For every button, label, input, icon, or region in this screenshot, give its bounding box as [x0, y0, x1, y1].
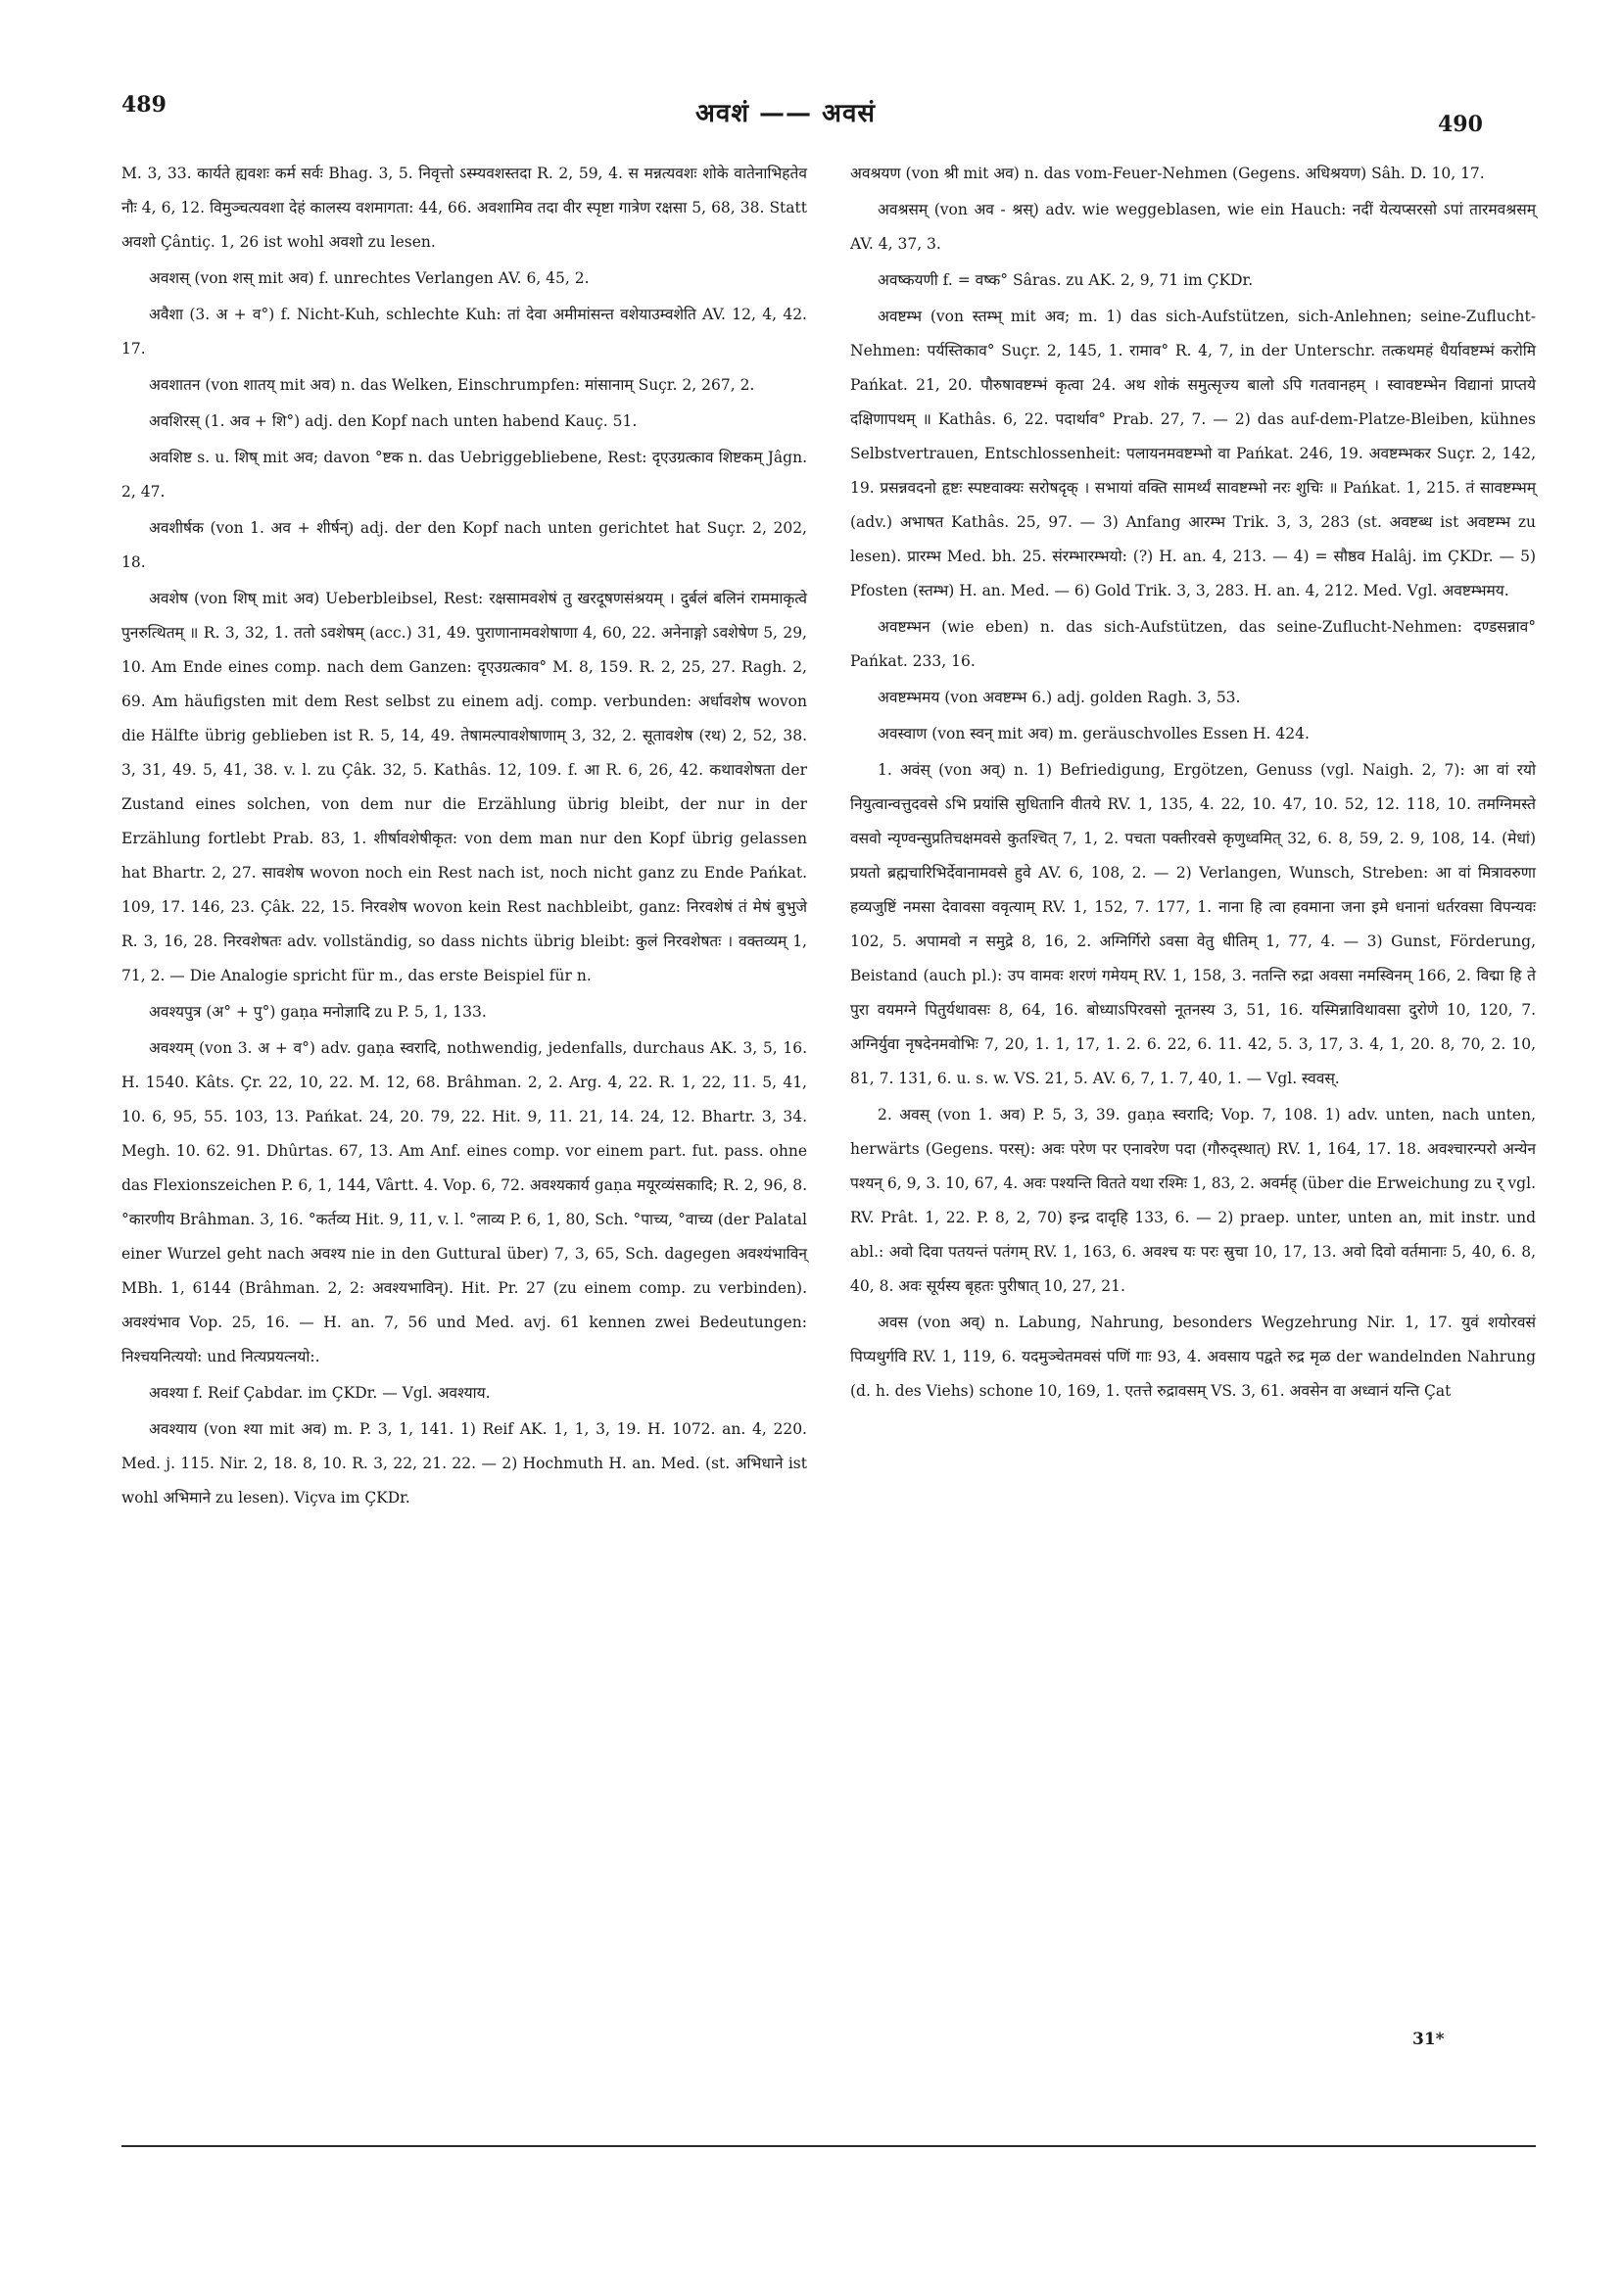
- dictionary-entry: अवश्यम् (von 3. अ + व°) adv. gaṇa स्वरादि, nothwendig, jedenfalls, durchaus AK. 3, 5, 16. H. 1540. Kâts. Çr. 22, 10, 22. M. 12, 68. Brâhman. 2, 2. Arg. 4, 22. R. 1, 22, 11. 5, 41, 10. 6, 95, 55. 103, 13. Pańkat. 24, 20. 79, 22. Hit. 9, 11. 21, 14. 24, 12. Bhartr. 3, 34. Megh. 10. 62. 91. Dhûrtas. 67, 13. Am Anf. eines comp. vor einem part. fut. pass. ohne das Flexionszeichen P. 6, 1, 144, Vârtt. 4. Vop. 6, 72. अवश्यकार्य gaṇa मयूरव्यंसकादि; R. 2, 96, 8. °कारणीय Brâhman. 3, 16. °कर्तव्य Hit. 9, 11, v. l. °लाव्य P. 6, 1, 80, Sch. °पाच्य, °वाच्य (der Palatal einer Wurzel geht nach अवश्य nie in den Guttural über) 7, 3, 65, Sch. dagegen अवश्यंभाविन् MBh. 1, 6144 (Brâhman. 2, 2: अवश्यभाविन्). Hit. Pr. 27 (zu einem comp. zu verbinden). अवश्यंभाव Vop. 25, 16. — H. an. 7, 56 und Med. avj. 61 kennen zwei Bedeutungen: निश्चयनित्ययो: und नित्यप्रयत्नयो:.: [121, 1039, 807, 1365]
- dictionary-entry: अवष्टम्भमय (von अवष्टम्भ 6.) adj. golden Ragh. 3, 53.: [878, 689, 1241, 706]
- dictionary-entry: अवश्यपुत्र (अ° + पु°) gaṇa मनोज्ञादि zu P. 5, 1, 133.: [149, 1003, 487, 1021]
- right-column: [850, 157, 1536, 1411]
- dictionary-entry: अवशेष (von शिष् mit अव) Ueberbleibsel, Rest: रक्षसामवशेषं तु खरदूषणसंश्रयम् । दुर्बलं बलिनं राममाकृत्वे पुनरुत्थितम् ॥ R. 3, 32, 1. ततो ऽवशेषम् (acc.) 31, 49. पुराणानामवशेषाणा 4, 60, 22. अनेनाङ्गो ऽवशेषेण 5, 29, 10. Am Ende eines comp. nach dem Ganzen: दृएउग्रत्काव° M. 8, 159. R. 2, 25, 27. Ragh. 2, 69. Am häufigsten mit dem Rest selbst zu einem adj. comp. verbunden: अर्धावशेष wovon die Hälfte übrig geblieben ist R. 5, 14, 49. तेषामल्पावशेषाणाम् 3, 32, 2. सूतावशेष (रथ) 2, 52, 38. 3, 31, 49. 5, 41, 38. v. l. zu Çâk. 32, 5. Kathâs. 12, 109. f. आ R. 6, 26, 42. कथावशेषता der Zustand eines solchen, von dem nur die Erzählung übrig bleibt, der nur in der Erzählung fortlebt Prab. 83, 1. शीर्षावशेषीकृत: von dem man nur den Kopf übrig gelassen hat Bhartr. 2, 27. सावशेष wovon noch ein Rest nach ist, noch nicht ganz zu Ende Pańkat. 109, 17. 146, 23. Çâk. 22, 15. निरवशेष wovon kein Rest nachbleibt, ganz: निरवशेषं तं मेषं बुभुजे R. 3, 16, 28. निरवशेषतः adv. vollständig, so dass nichts übrig bleibt: कुलं निरवशेषतः । वक्तव्यम् 1, 71, 2. — Die Analogie spricht für m., das erste Beispiel für n.: [121, 590, 807, 984]
- dictionary-entry: अवष्टम्भ (von स्तम्भ् mit अव; m. 1) das sich-Aufstützen, sich-Anlehnen; seine-Zuflucht-Nehmen: पर्यस्तिकाव° Suçr. 2, 145, 1. रामाव° R. 4, 7, in der Unterschr. तत्कथमहं धैर्यावष्टम्भं करोमि Pańkat. 21, 20. पौरुषावष्टम्भं कृत्वा 24. अथ शोकं समुत्सृज्य बालो ऽपि गतवानहम् । स्वावष्टम्भेन विद्यानां प्राप्तये दक्षिणापथम् ॥ Kathâs. 6, 22. पदार्थाव° Prab. 27, 7. — 2) das auf-dem-Platze-Bleiben, kühnes Selbstvertrauen, Entschlossenheit: पलायनमवष्टम्भो वा Pańkat. 246, 19. अवष्टम्भकर Suçr. 2, 142, 19. प्रसन्नवदनो हृष्टः स्पष्टवाक्यः सरोषदृक् । सभायां वक्ति सामर्थ्यं सावष्टम्भो नरः शुचिः ॥ Pańkat. 1, 215. तं सावष्टम्भम् (adv.) अभाषत Kathâs. 25, 97. — 3) Anfang आरम्भ Trik. 3, 3, 283 (st. अवष्टब्ध ist अवष्टम्भ zu lesen). प्रारम्भ Med. bh. 25. संरम्भारम्भयो: (?) H. an. 4, 213. — 4) = सौष्ठव Halâj. im ÇKDr. — 5) Pfosten (स्तम्भ) H. an. Med. — 6) Gold Trik. 3, 3, 283. H. an. 4, 212. Med. Vgl. अवष्टम्भमय.: [850, 308, 1536, 599]
- dictionary-entry: 1. अवंस् (von अव्) n. 1) Befriedigung, Ergötzen, Genuss (vgl. Naigh. 2, 7): आ वां रयो नियुत्वान्वत्तुदवसे ऽभि प्रयांसि सुधितानि वीतये RV. 1, 135, 4. 22, 10. 47, 10. 52, 12. 118, 10. तमग्निमस्ते वसवो न्यृण्वन्सुप्रतिचक्षमवसे कुतश्चित् 7, 1, 2. पचता पक्तीरवसे कृणुध्वमित् 32, 6. 8, 59, 2. 9, 108, 14. (मेधां) प्रयतो ब्रह्मचारिभिर्देवानामवसे हुवे AV. 6, 108, 2. — 2) Verlangen, Wunsch, Streben: आ वां मित्रावरुणा हव्यजुष्टिं नमसा देवावसा ववृत्याम् RV. 1, 152, 7. 177, 1. नाना हि त्वा हवमाना जना इमे धनानां धर्तरवसा विपन्यवः 102, 5. अपामवो न समुद्रे 8, 16, 2. अग्निर्गिरो ऽवसा वेतु धीतिम् 1, 77, 4. — 3) Gunst, Förderung, Beistand (auch pl.): उप वामवः शरणं गमेयम् RV. 1, 158, 3. नतन्ति रुद्रा अवसा नमस्विनम् 166, 2. विद्मा हि ते पुरा वयमग्ने पितुर्यथावसः 8, 64, 16. बोध्याऽपिरवसो नूतनस्य 3, 51, 16. यस्मिन्नाविथावसा दुरोणे 10, 120, 7. अग्निर्युवा नृषदेनमवोभिः 7, 20, 1. 1, 17, 1. 2. 6. 22, 6. 11. 42, 5. 3, 17, 3. 4, 1, 20. 8, 70, 2. 10, 81, 7. 131, 6. u. s. w. VS. 21, 5. AV. 6, 7, 1. 7, 40, 1. — Vgl. स्ववस्.: [850, 761, 1536, 1087]
- dictionary-entry: अवष्कयणी f. = वष्क° Sâras. zu AK. 2, 9, 71 im ÇKDr.: [878, 271, 1254, 289]
- dictionary-entry: अवैशा (3. अ + व°) f. Nicht-Kuh, schlechte Kuh: तां देवा अमीमांसन्त वशेयाउम्वशेति AV. 12, 4, 42. 17.: [121, 306, 807, 358]
- dictionary-entry: अवशातन (von शातय् mit अव) n. das Welken, Einschrumpfen: मांसानाम् Suçr. 2, 267, 2.: [149, 376, 755, 394]
- page-header: [0, 88, 1622, 147]
- dictionary-entry: अवश्रसम् (von अव - श्रस्) adv. wie weggeblasen, wie ein Hauch: नदीं येत्यप्सरसो ऽपां तारमवश्रसम् AV. 4, 37, 3.: [850, 201, 1536, 253]
- dictionary-entry: 2. अवस् (von 1. अव) P. 5, 3, 39. gaṇa स्वरादि; Vop. 7, 108. 1) adv. unten, nach unten, herwärts (Gegens. परस्): अवः परेण पर एनावरेण पदा (गौरुद्स्थात्) RV. 1, 164, 17. 18. अवश्चारन्परो अन्येन पश्यन् 6, 9, 3. 10, 67, 4. अवः पश्यन्ति वितते यथा रश्मिः 1, 83, 2. अवर्मह् (über die Erweichung zu र् vgl. RV. Prât. 1, 22. P. 8, 2, 70) इन्द्र दादृहि 133, 6. — 2) praep. unter, unten an, mit instr. und abl.: अवो दिवा पतयन्तं पतंगम् RV. 1, 163, 6. अवश्च यः परः स्रुचा 10, 17, 13. अवो दिवो वर्तमानाः 5, 40, 6. 8, 40, 8. अवः सूर्यस्य बृहतः पुरीषात् 10, 27, 21.: [850, 1106, 1536, 1295]
- running-headword: अवशं —— अवसं: [695, 99, 876, 128]
- signature-mark: 31*: [1412, 2030, 1445, 2049]
- dictionary-entry: अवस्वाण (von स्वन् mit अव) m. geräuschvolles Essen H. 424.: [878, 725, 1310, 742]
- dictionary-entry: अवशिरस् (1. अव + शि°) adj. den Kopf nach unten habend Kauç. 51.: [149, 412, 638, 430]
- page-number-right: 490: [1438, 112, 1483, 137]
- dictionary-entry: M. 3, 33. कार्यते ह्यवशः कर्म सर्वः Bhag. 3, 5. निवृत्तो ऽस्म्यवशस्तदा R. 2, 59, 4. स मन्नत्यवशः शोके वातेनाभिहतेव नौः 4, 6, 12. विमुञ्चत्यवशा देहं कालस्य वशमागता: 44, 66. अवशामिव तदा वीर स्पृष्टा गात्रेण रक्षसा 5, 68, 38. Statt अवशो Çântiç. 1, 26 ist wohl अवशो zu lesen.: [121, 165, 807, 251]
- dictionary-entry: अवशिष्ट s. u. शिष् mit अव; davon °ष्टक n. das Uebriggebliebene, Rest: दृएउग्रत्काव शिष्टकम् Jâgn. 2, 47.: [121, 449, 807, 501]
- dictionary-entry: अवशस् (von शस् mit अव) f. unrechtes Verlangen AV. 6, 45, 2.: [149, 269, 590, 287]
- dictionary-entry: अवष्टम्भन (wie eben) n. das sich-Aufstützen, das seine-Zuflucht-Nehmen: दण्डसन्नाव° Pańkat. 233, 16.: [850, 618, 1536, 670]
- dictionary-entry: अवश्रयण (von श्री mit अव) n. das vom-Feuer-Nehmen (Gegens. अधिश्रयण) Sâh. D. 10, 17.: [850, 165, 1485, 182]
- dictionary-entry: अवस (von अव्) n. Labung, Nahrung, besonders Wegzehrung Nir. 1, 17. युवं शयोरवसं पिप्यथुर्गवि RV. 1, 119, 6. यदमुञ्चेतमवसं पणिं गाः 93, 4. अवसाय पद्वते रुद्र मृळ der wandelnden Nahrung (d. h. des Viehs) schone 10, 169, 1. एतत्ते रुद्रावसम् VS. 3, 61. अवसेन वा अध्वानं यन्ति Çat: [850, 1314, 1536, 1400]
- page-number-left: 489: [121, 92, 167, 118]
- left-column: [121, 157, 807, 1517]
- bottom-rule: [121, 2145, 1536, 2147]
- dictionary-entry: अवशीर्षक (von 1. अव + शीर्षन्) adj. der den Kopf nach unten gerichtet hat Suçr. 2, 202, 18.: [121, 519, 807, 571]
- dictionary-entry: अवश्याय (von श्या mit अव) m. P. 3, 1, 141. 1) Reif AK. 1, 1, 3, 19. H. 1072. an. 4, 220. Med. j. 115. Nir. 2, 18. 8, 10. R. 3, 22, 21. 22. — 2) Hochmuth H. an. Med. (st. अभिधाने ist wohl अभिमाने zu lesen). Viçva im ÇKDr.: [121, 1420, 807, 1507]
- dictionary-entry: अवश्या f. Reif Çabdar. im ÇKDr. — Vgl. अवश्याय.: [149, 1384, 491, 1402]
